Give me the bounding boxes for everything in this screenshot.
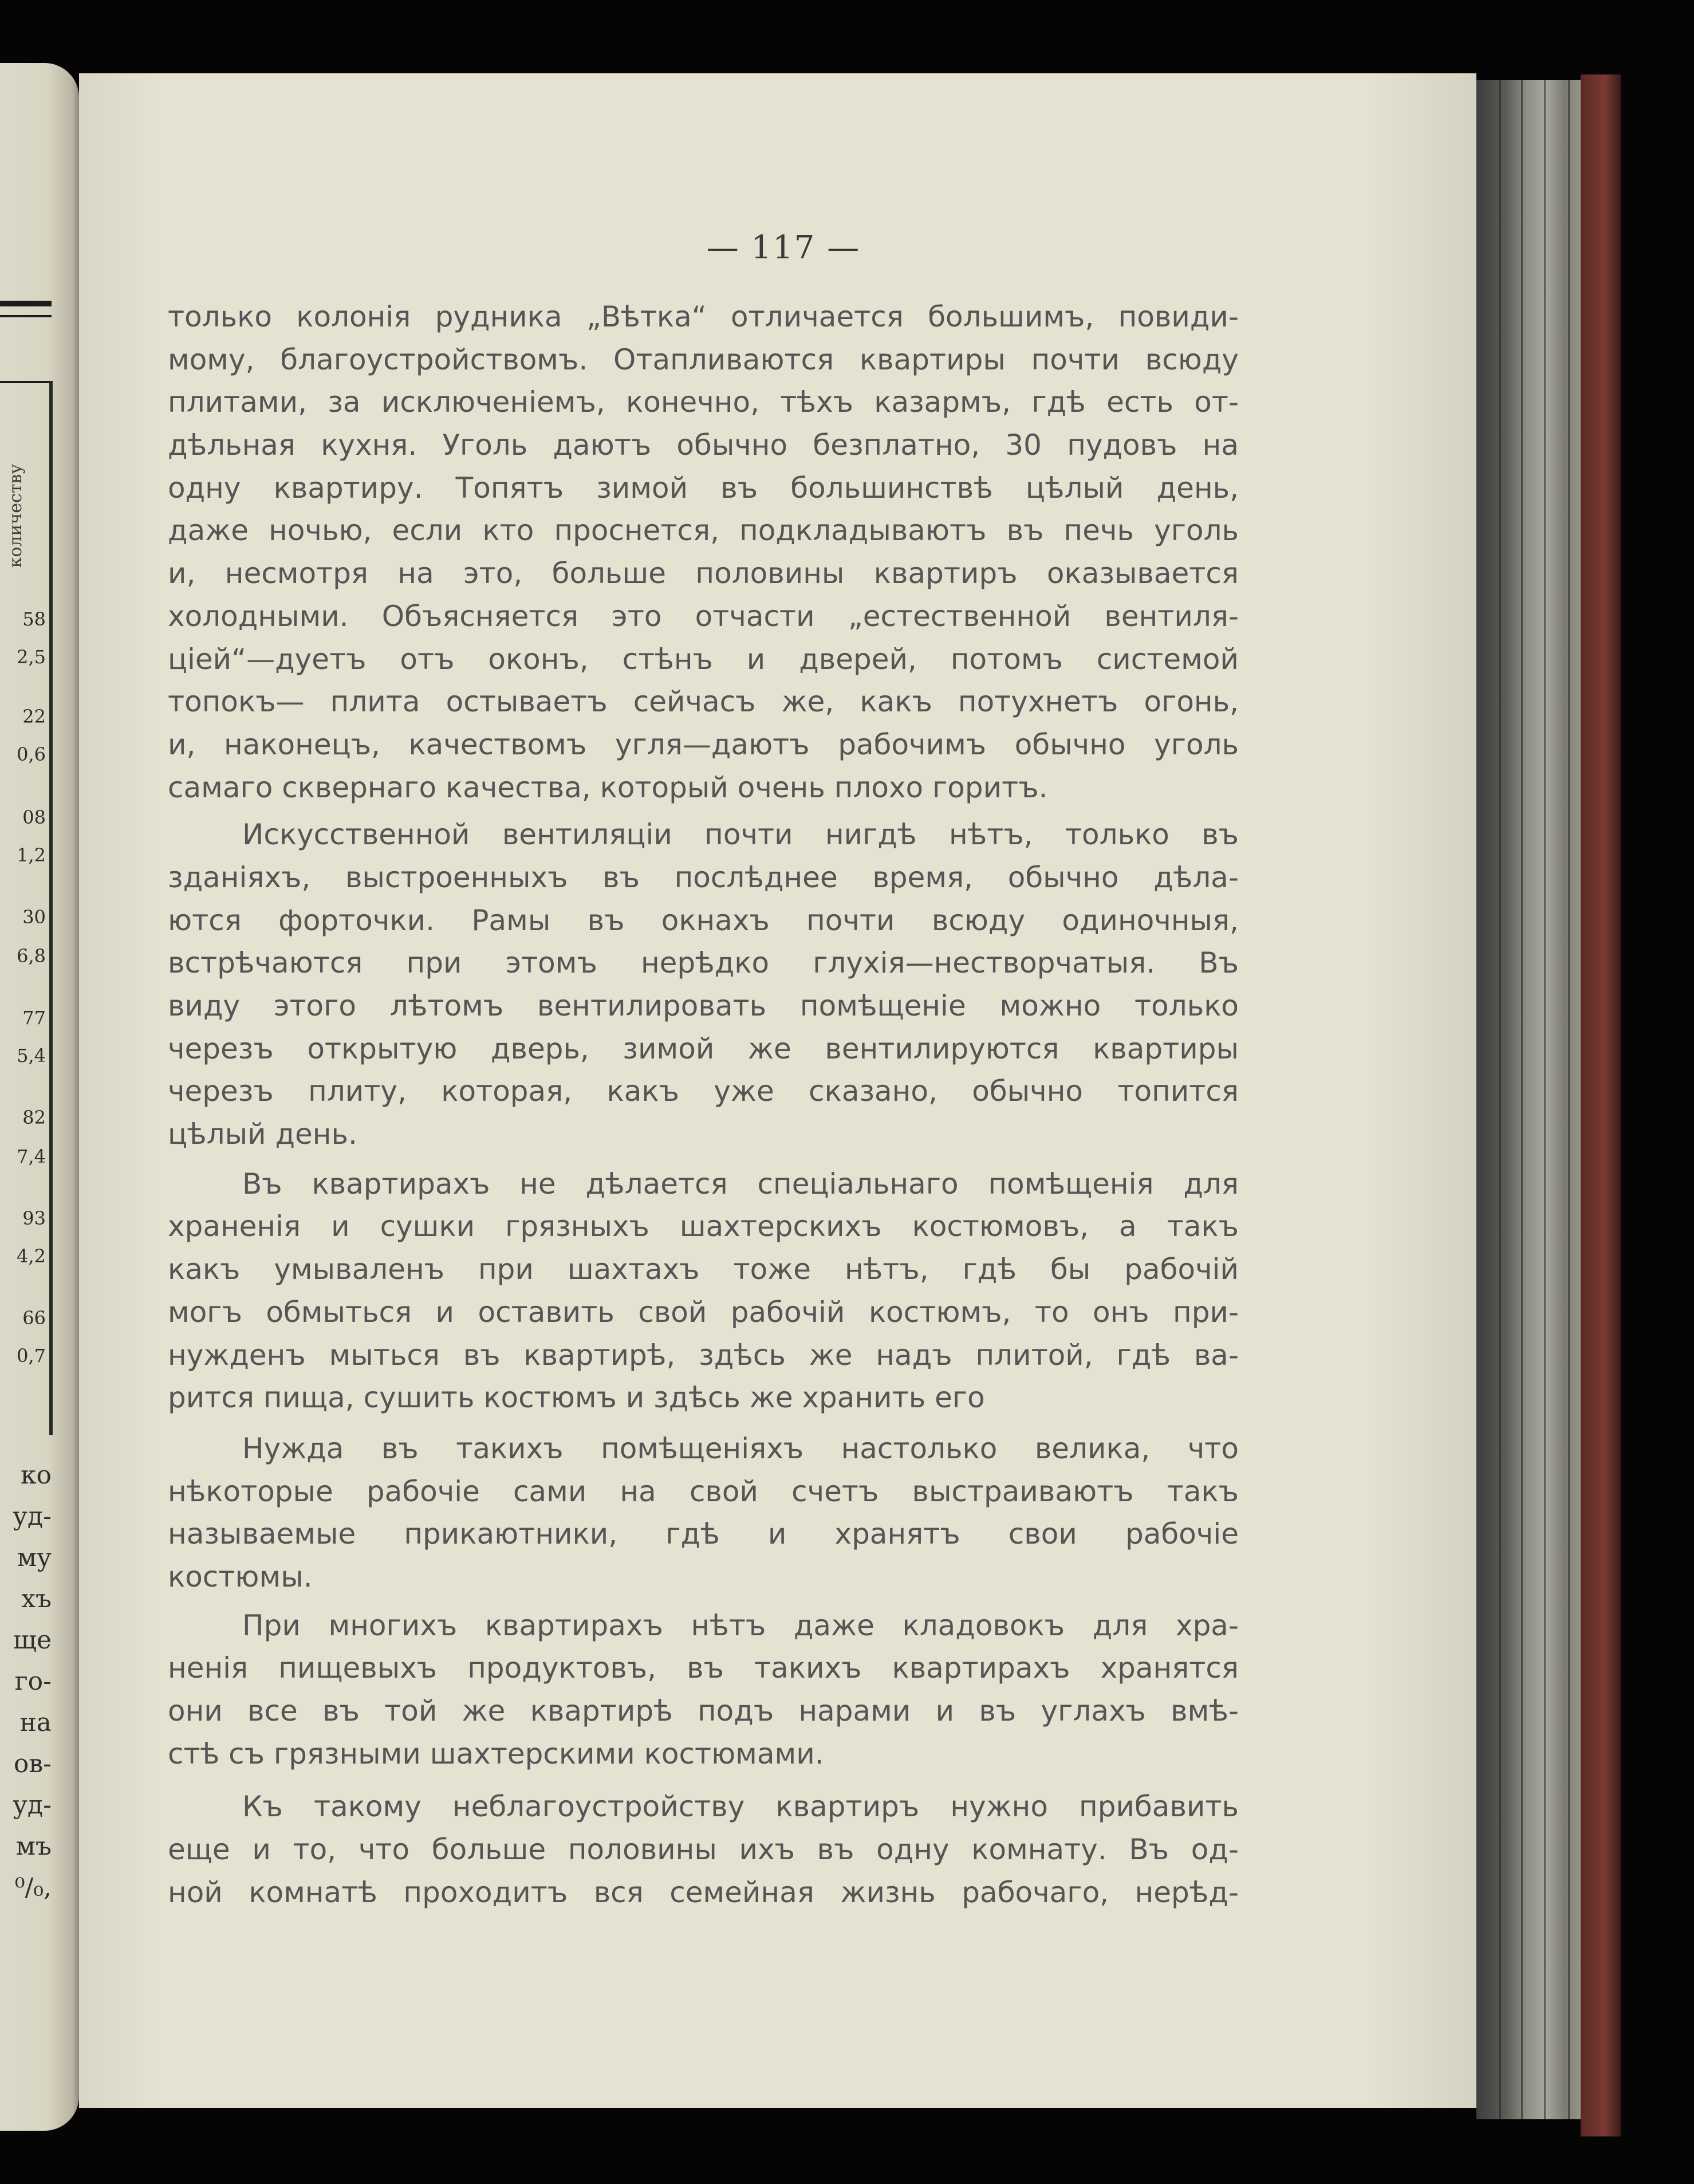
left-table-number: 77 [22,1007,46,1029]
text-line: рится пища, сушить костюмъ и здѣсь же хранить его [168,1381,985,1415]
text-line: Нужда въ такихъ помѣщеніяхъ настолько велика, что [242,1431,1239,1465]
left-table-number: 93 [22,1207,46,1229]
paragraph-2 [168,813,1239,1156]
text-line: даже ночью, если кто проснется, подкладываютъ въ печь уголь [168,514,1239,548]
text-line: называемые прикаютники, гдѣ и хранятъ свои рабочіе [168,1517,1239,1551]
left-text-fragment: ще [13,1626,52,1655]
paragraph-5 [168,1604,1239,1776]
paragraph-4 [168,1427,1239,1599]
text-line: встрѣчаются при этомъ нерѣдко глухія—нестворчатыя. Въ [168,946,1239,980]
left-table-number: 7,4 [17,1146,46,1167]
text-line: и, наконецъ, качествомъ угля—даютъ рабочимъ обычно уголь [168,727,1239,761]
text-line: При многихъ квартирахъ нѣтъ даже кладовокъ для хра- [242,1608,1239,1642]
left-table-number: 2,5 [17,646,46,668]
left-text-fragment: ов- [13,1749,52,1778]
left-table-number: 58 [22,608,46,630]
edge-line [1499,80,1501,2119]
body-text [168,296,1239,1914]
page-number: — 117 — [706,229,861,266]
left-table-number: 5,4 [17,1045,46,1067]
text-line: нѣкоторые рабочіе сами на свой счетъ выстраиваютъ такъ [168,1474,1239,1508]
text-line: стѣ съ грязными шахтерскими костюмами. [168,1737,824,1770]
text-line: ненія пищевыхъ продуктовъ, въ такихъ квартирахъ хранятся [168,1651,1239,1685]
text-line: холодными. Объясняется это отчасти „естественной вентиля- [168,599,1239,633]
left-text-fragment: уд- [13,1791,52,1820]
text-line: могъ обмыться и оставить свой рабочій костюмъ, то онъ при- [168,1295,1239,1329]
left-text-fragment: мъ [15,1832,52,1861]
left-table-number: 22 [22,706,46,727]
edge-line [1544,80,1546,2119]
left-table-header: количеству [6,464,26,568]
text-line: ціей“—дуетъ отъ оконъ, стѣнъ и дверей, потомъ системой [168,642,1239,676]
paragraph-1 [168,296,1239,809]
text-line: черезъ плиту, которая, какъ уже сказано, обычно топится [168,1075,1239,1108]
left-text-fragment: хъ [21,1584,52,1614]
text-line: цѣлый день. [168,1117,357,1151]
left-text-fragment: на [19,1708,52,1737]
text-line: Въ квартирахъ не дѣлается спеціальнаго помѣщенія для [242,1167,1239,1201]
paragraph-3 [168,1163,1239,1419]
text-line: ются форточки. Рамы въ окнахъ почти всюду одиночныя, [168,903,1239,937]
text-line: нужденъ мыться въ квартирѣ, здѣсь же надъ плитой, гдѣ ва- [168,1338,1239,1372]
left-text-fragment: уд- [13,1502,52,1531]
left-table-rule-header [0,381,52,383]
text-line: самаго сквернаго качества, который очень плохо горитъ. [168,770,1048,804]
text-line: еще и то, что больше половины ихъ въ одну комнату. Въ од- [168,1833,1239,1867]
left-text-fragment: го- [14,1667,52,1696]
text-line: одну квартиру. Топятъ зимой въ большинствѣ цѣлый день, [168,471,1239,505]
text-line: и, несмотря на это, больше половины квартиръ оказывается [168,557,1239,591]
left-text-fragment: ⁰/₀, [14,1873,52,1902]
text-line: плитами, за исключеніемъ, конечно, тѣхъ казармъ, гдѣ есть от- [168,385,1239,419]
edge-line [1521,80,1523,2119]
left-table-number: 0,6 [17,743,46,765]
text-line: зданіяхъ, выстроенныхъ въ послѣднее время, обычно дѣла- [168,860,1239,894]
left-table-number: 30 [22,906,46,928]
edge-line [1568,80,1570,2119]
left-table-rule-top [0,301,52,306]
left-table-number: 1,2 [17,844,46,866]
paragraph-6 [168,1785,1239,1914]
text-line: костюмы. [168,1560,313,1593]
left-table-number: 4,2 [17,1245,46,1267]
left-table-number: 6,8 [17,945,46,967]
left-text-fragment: ко [21,1461,52,1490]
left-table-number: 82 [22,1107,46,1128]
text-line: только колонія рудника „Вѣтка“ отличается большимъ, повиди- [168,300,1239,333]
book-cover-edge [1581,74,1621,2136]
text-line: ной комнатѣ проходитъ вся семейная жизнь рабочаго, нерѣд- [168,1875,1239,1909]
text-line: Къ такому неблагоустройству квартиръ нужно прибавить [242,1790,1239,1824]
text-line: храненія и сушки грязныхъ шахтерскихъ костюмовъ, а такъ [168,1210,1239,1243]
left-table-number: 66 [22,1307,46,1329]
left-table-number: 0,7 [17,1345,46,1367]
text-line: виду этого лѣтомъ вентилировать помѣщеніе можно только [168,989,1239,1022]
text-line: какъ умываленъ при шахтахъ тоже нѣтъ, гдѣ бы рабочій [168,1253,1239,1286]
left-table-number: 08 [22,806,46,828]
text-line: Искусственной вентиляціи почти нигдѣ нѣтъ, только въ [242,818,1239,852]
text-line: дѣльная кухня. Уголь даютъ обычно безплатно, 30 пудовъ на [168,428,1239,462]
text-line: мому, благоустройствомъ. Отапливаются квартиры почти всюду [168,343,1239,376]
left-text-fragment: му [17,1543,52,1572]
text-line: топокъ— плита остываетъ сейчасъ же, какъ потухнетъ огонь, [168,685,1239,719]
left-page-edge [0,63,79,2131]
page-117 [79,73,1476,2108]
left-table-rule-thin [0,315,52,317]
text-line: они все въ той же квартирѣ подъ нарами и въ углахъ вмѣ- [168,1694,1239,1727]
text-line: черезъ открытую дверь, зимой же вентилируются квартиры [168,1032,1239,1065]
left-table-vline [49,381,53,1435]
